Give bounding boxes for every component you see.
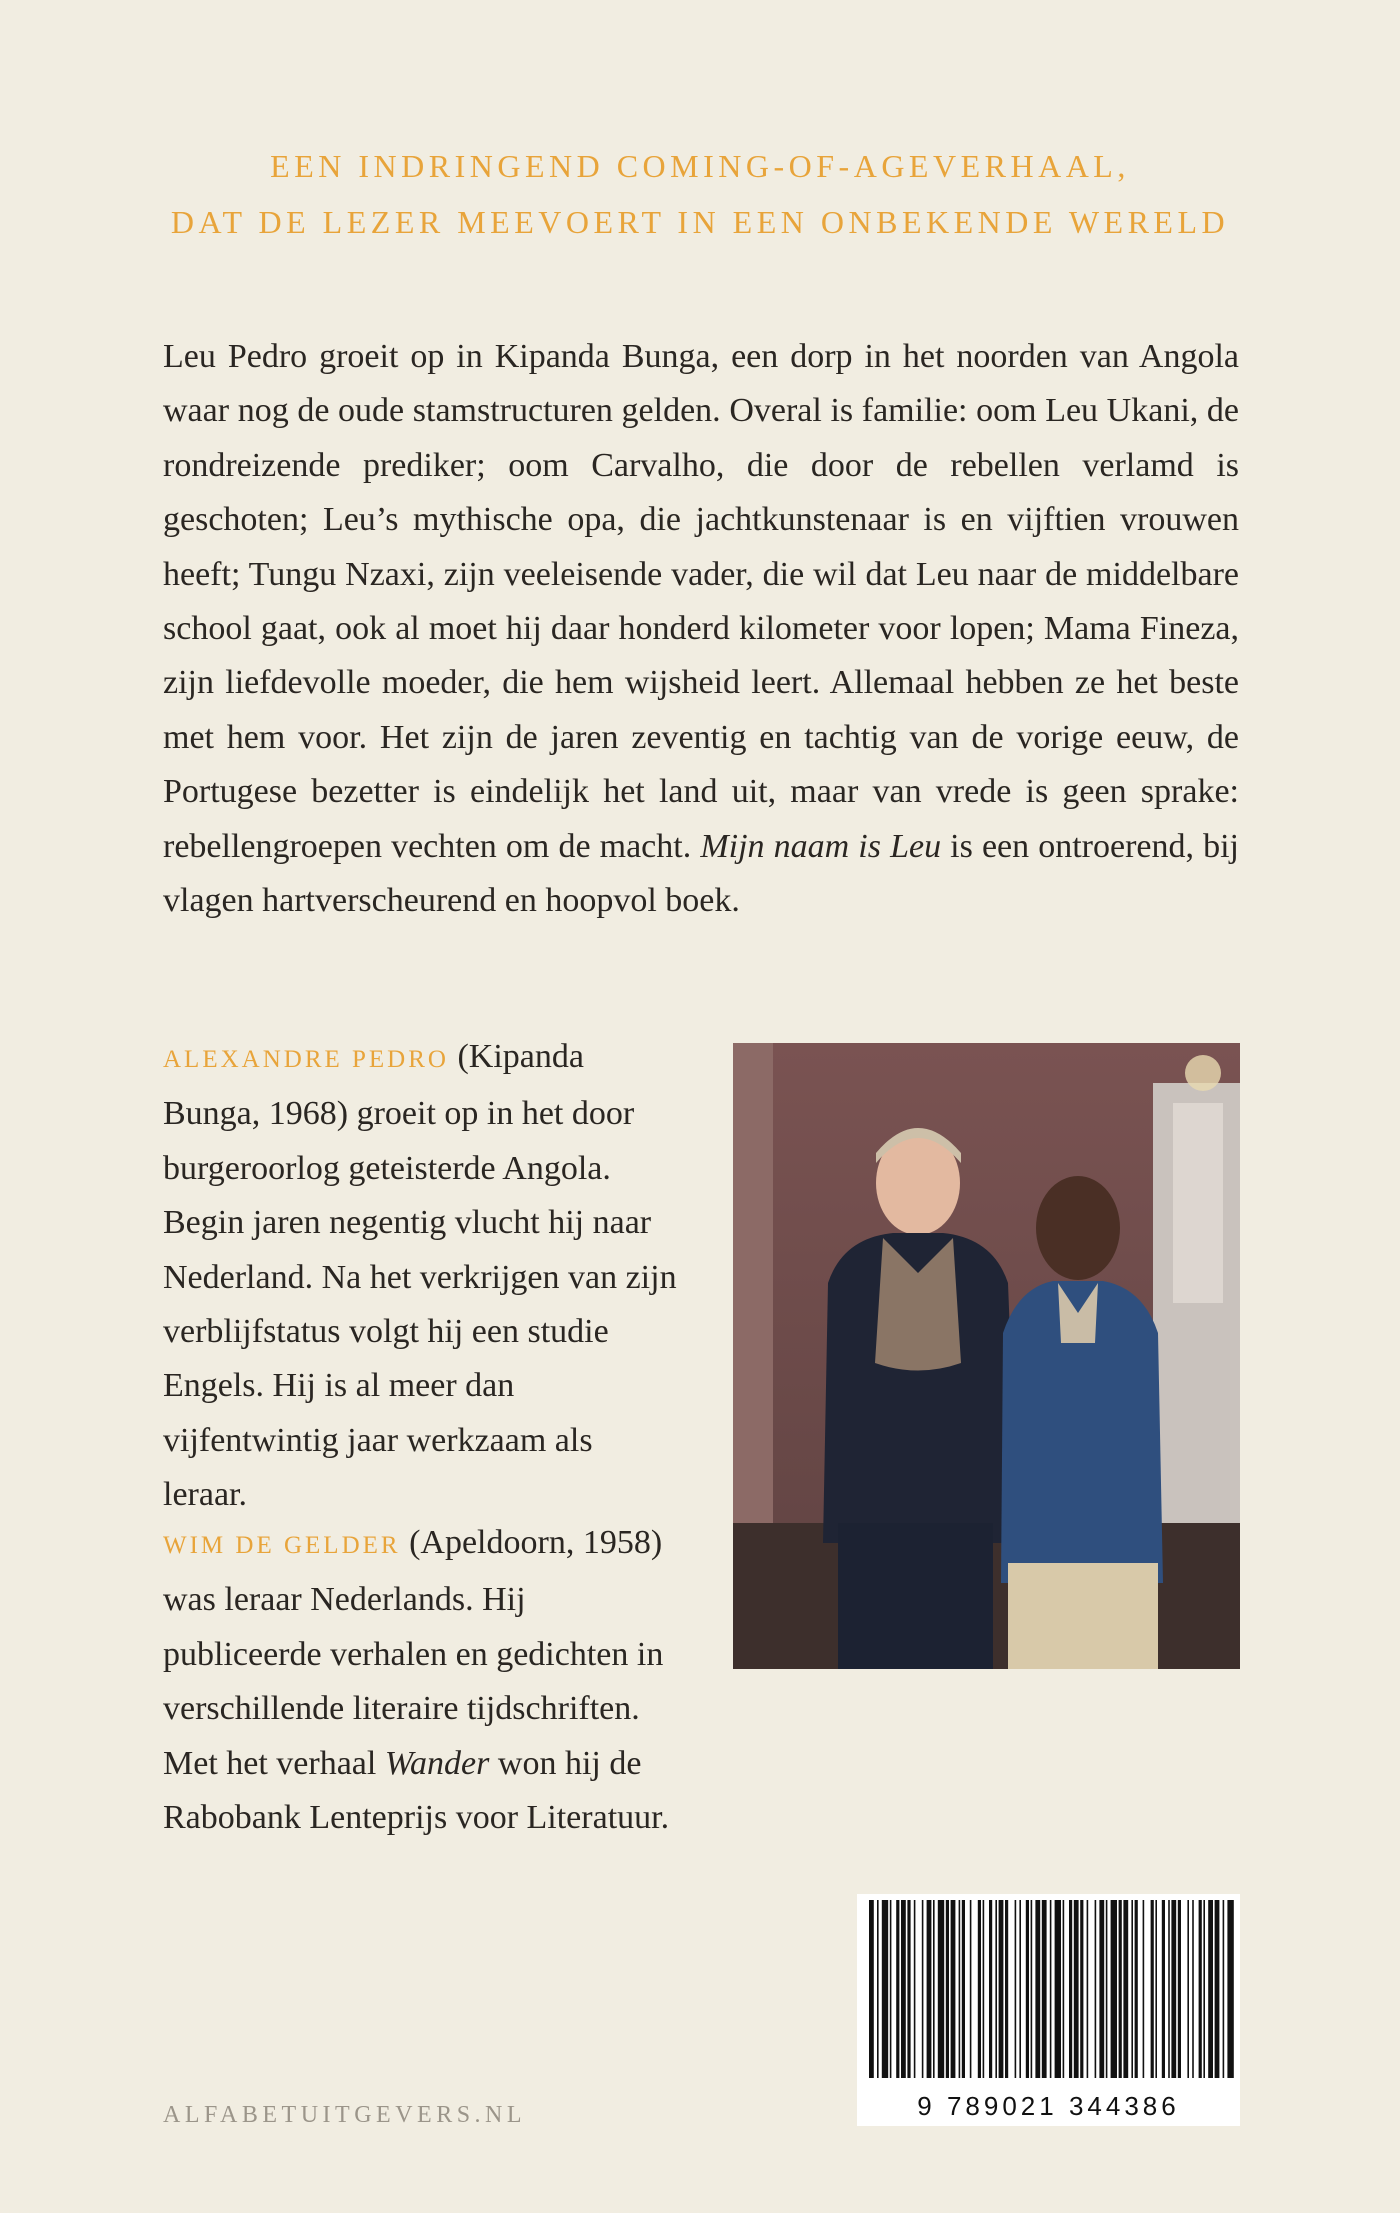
blurb-text-end: is een ontroerend, bij vlagen hartverscheurend en hoopvol boek. <box>163 827 1239 920</box>
blurb-text: Leu Pedro groeit op in Kipanda Bunga, een dorp in het noorden van Angola waar nog de oude stamstructuren gelden. Overal is familie: oom Leu Ukani, de rondreizende prediker; oom Carvalho, die door de rebellen verlamd is geschoten; Leu’s mythische opa, die jachtkunstenaar is en vijftien vrouwen heeft; Tungu Nzaxi, zijn veeleisende vader, die wil dat Leu naar de middelbare school gaat, ook al moet hij daar honderd kilometer voor lopen; Mama Fineza, zijn liefdevolle moeder, die hem wijsheid leert. Allemaal hebben ze het beste met hem voor. Het zijn de jaren zeventig en tachtig van de vorige eeuw, de Portugese bezetter is eindelijk het land uit, maar van vrede is geen sprake: rebellengroepen vechten om de macht. <box>163 338 1239 865</box>
author-bio-text: (Kipanda Bunga, 1968) groeit op in het door burgeroorlog geteisterde Angola. Begin jaren negentig vlucht hij naar Nederland. Na het verkrijgen van zijn verblijfstatus volgt hij een studie Engels. Hij is al meer dan vijfentwintig jaar werkzaam als leraar. <box>163 1038 677 1514</box>
author-bio-de-gelder <box>163 1516 683 1845</box>
author-photo <box>733 1043 1240 1669</box>
isbn-number: 9 789021 344386 <box>917 2091 1180 2121</box>
barcode-bars <box>857 1894 1240 2084</box>
book-blurb <box>163 330 1239 928</box>
author-bio-pedro <box>163 1030 683 1523</box>
author-name: WIM DE GELDER <box>163 1532 401 1559</box>
author-bio-text: (Apeldoorn, 1958) was leraar Nederlands. Hij publiceerde verhalen en gedichten in verschillende literaire tijdschriften. Met het verhaal <box>163 1524 664 1782</box>
author-bio-text-end: won hij de Rabobank Lenteprijs voor Literatuur. <box>163 1744 670 1837</box>
author-name: ALEXANDRE PEDRO <box>163 1046 449 1073</box>
tagline-line-1: EEN INDRINGEND COMING-OF-AGEVERHAAL, <box>270 148 1130 184</box>
publisher-url: ALFABETUITGEVERS.NL <box>163 2102 527 2128</box>
story-title: Wander <box>384 1744 490 1782</box>
tagline <box>0 138 1400 250</box>
book-title: Mijn naam is Leu <box>700 827 942 865</box>
author-photo-illustration <box>733 1043 1240 1669</box>
tagline-line-2: DAT DE LEZER MEEVOERT IN EEN ONBEKENDE WERELD <box>170 204 1230 240</box>
barcode <box>857 1894 1240 2126</box>
